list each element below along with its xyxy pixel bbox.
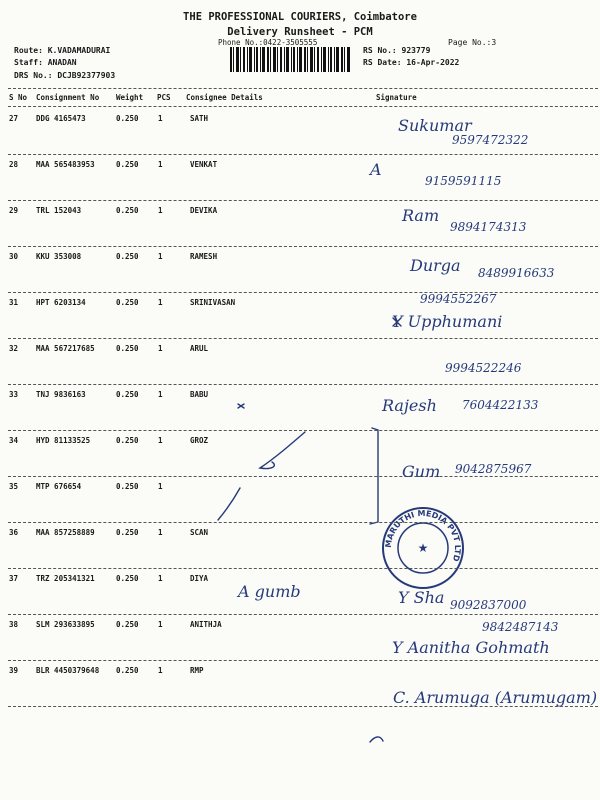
sno-cell: 30 [9,252,19,261]
row-divider [8,292,598,293]
pcs-cell: 1 [158,298,163,307]
sno-cell: 28 [9,160,19,169]
phone-number: Phone No.:0422-3505555 [218,38,318,47]
sno-cell: 36 [9,528,19,537]
sno-cell: 35 [9,482,19,491]
stamp-text: MARUTHI MEDIA PVT LTD [383,508,463,563]
rs-number: RS No.: 923779 [363,46,431,55]
signature-phone-number: 9092837000 [450,598,527,612]
signature-phone-number: 8489916633 [478,266,555,280]
page-number: Page No.:3 [448,38,497,47]
row-divider [8,246,598,247]
col-consignee: Consignee Details [186,93,263,102]
route-label: Route: K.VADAMADURAI [14,46,111,55]
signature-handwriting: Gum [402,462,441,481]
sno-cell: 29 [9,206,19,215]
handwriting-note: A gumb [238,582,301,601]
consignment-cell: MTP 676654 [36,482,82,491]
pcs-cell: 1 [158,620,163,629]
consignee-cell: BABU [190,390,209,399]
weight-cell: 0.250 [116,666,139,675]
sno-cell: 37 [9,574,19,583]
weight-cell: 0.250 [116,344,139,353]
weight-cell: 0.250 [116,114,139,123]
row-divider [8,706,598,707]
consignee-cell: GROZ [190,436,209,445]
row-divider [8,338,598,339]
consignee-cell: SCAN [190,528,209,537]
consignment-cell: SLM 293633895 [36,620,95,629]
row-divider [8,430,598,431]
pcs-cell: 1 [158,482,163,491]
signature-phone-number: 9597472322 [452,133,529,147]
consignment-cell: BLR 4450379648 [36,666,100,675]
sno-cell: 38 [9,620,19,629]
consignment-cell: HYD 81133525 [36,436,91,445]
col-consignment: Consignment No [36,93,100,102]
signature-handwriting: Sukumar [398,116,472,135]
consignment-cell: MAA 565483953 [36,160,95,169]
company-stamp [378,503,468,593]
consignment-cell: TRZ 205341321 [36,574,95,583]
consignment-cell: MAA 857258889 [36,528,95,537]
col-pcs: PCS [157,93,171,102]
row-divider [8,154,598,155]
pcs-cell: 1 [158,528,163,537]
signature-phone-number: 9159591115 [425,174,502,188]
sno-cell: 27 [9,114,19,123]
weight-cell: 0.250 [116,390,139,399]
signature-phone-number: 9994552267 [420,292,497,306]
row-divider [8,522,598,523]
weight-cell: 0.250 [116,528,139,537]
consignment-cell: DDG 4165473 [36,114,86,123]
row-divider [8,568,598,569]
pcs-cell: 1 [158,114,163,123]
consignee-cell: ARUL [190,344,209,353]
row-divider [8,660,598,661]
pcs-cell: 1 [158,160,163,169]
sno-cell: 31 [9,298,19,307]
consignee-cell: SATH [190,114,209,123]
weight-cell: 0.250 [116,482,139,491]
signature-handwriting: Ram [402,206,440,225]
signature-handwriting: Y Upphumani [392,312,503,331]
signature-handwriting: Rajesh [382,396,437,415]
pcs-cell: 1 [158,436,163,445]
company-title: THE PROFESSIONAL COURIERS, Coimbatore [183,11,417,23]
signature-phone-number: 9994522246 [445,361,522,375]
svg-text:★: ★ [417,541,429,555]
rs-date: RS Date: 16-Apr-2022 [363,58,460,67]
row-divider [8,614,598,615]
signature-handwriting: Y Aanitha Gohmath [392,638,550,657]
col-sno: S No [9,93,28,102]
signature-phone-number: 7604422133 [462,398,539,412]
consignment-cell: KKU 353008 [36,252,82,261]
weight-cell: 0.250 [116,206,139,215]
signature-handwriting: Durga [410,256,461,275]
consignment-cell: TNJ 9836163 [36,390,86,399]
consignment-cell: MAA 567217685 [36,344,95,353]
weight-cell: 0.250 [116,160,139,169]
consignee-cell: RMP [190,666,204,675]
row-divider [8,200,598,201]
row-divider [8,384,598,385]
signature-phone-number: 9894174313 [450,220,527,234]
row-divider [8,476,598,477]
weight-cell: 0.250 [116,436,139,445]
consignment-cell: TRL 152043 [36,206,82,215]
sno-cell: 32 [9,344,19,353]
weight-cell: 0.250 [116,252,139,261]
weight-cell: 0.250 [116,620,139,629]
col-signature: Signature [376,93,417,102]
signature-phone-number: 9042875967 [455,462,532,476]
signature-handwriting: A [370,160,382,179]
staff-label: Staff: ANADAN [14,58,77,67]
runsheet-title: Delivery Runsheet - PCM [227,26,373,38]
consignee-cell: DIYA [190,574,209,583]
consignee-cell: RAMESH [190,252,218,261]
signature-handwriting: Y Sha [398,588,445,607]
signature-handwriting: C. Arumuga (Arumugam) [393,688,598,707]
pcs-cell: 1 [158,206,163,215]
pcs-cell: 1 [158,252,163,261]
pcs-cell: 1 [158,666,163,675]
consignment-cell: HPT 6203134 [36,298,86,307]
col-weight: Weight [116,93,144,102]
drs-number: DRS No.: DCJB92377903 [14,71,116,80]
pcs-cell: 1 [158,390,163,399]
sno-cell: 39 [9,666,19,675]
consignee-cell: SRINIVASAN [190,298,236,307]
weight-cell: 0.250 [116,574,139,583]
signature-phone-number: 9842487143 [482,620,559,634]
sno-cell: 33 [9,390,19,399]
pcs-cell: 1 [158,344,163,353]
sno-cell: 34 [9,436,19,445]
consignee-cell: VENKAT [190,160,218,169]
consignee-cell: ANITHJA [190,620,222,629]
pcs-cell: 1 [158,574,163,583]
consignee-cell: DEVIKA [190,206,218,215]
weight-cell: 0.250 [116,298,139,307]
